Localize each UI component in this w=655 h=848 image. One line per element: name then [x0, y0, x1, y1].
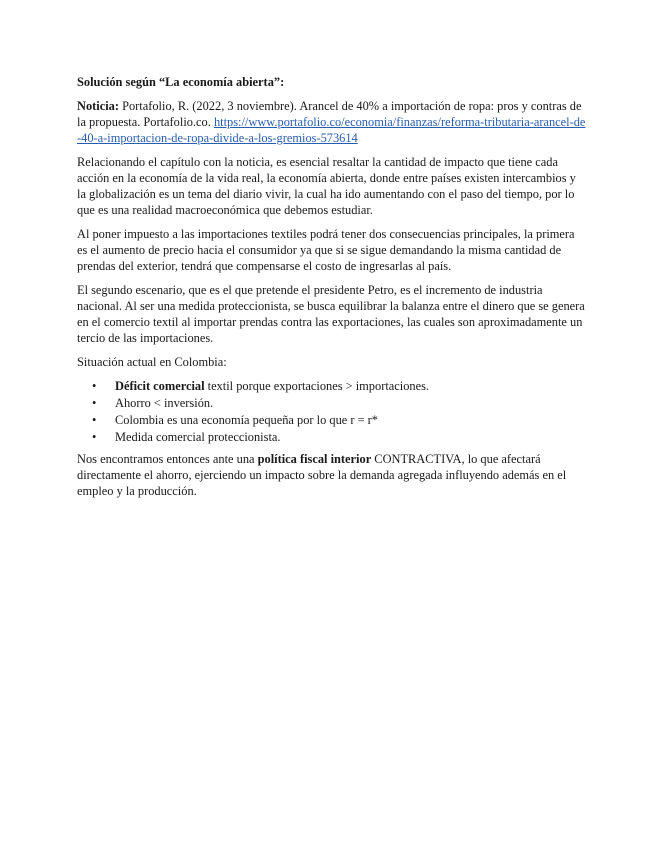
page-title: Solución según “La economía abierta”: — [77, 75, 285, 89]
list-item — [92, 395, 587, 411]
bullet-icon: • — [92, 413, 97, 427]
document-page — [77, 74, 587, 507]
paragraph-4: Situación actual en Colombia: — [77, 355, 227, 369]
list-item — [92, 429, 587, 445]
bullet-icon: • — [92, 379, 97, 393]
list-item-text: textil porque exportaciones > importaciones. — [204, 379, 430, 393]
bullet-list — [77, 378, 587, 445]
noticia-link[interactable]: https://www.portafolio.co/economia/finanzas/reforma-tributaria-arancel-de-40-a-importacion-de-ropa-divide-a-los-gremios-573614 — [77, 115, 586, 145]
list-item-bold: Déficit comercial — [115, 379, 205, 393]
conclusion-before: Nos encontramos entonces ante una — [77, 452, 258, 466]
conclusion-paragraph — [77, 451, 587, 499]
noticia-paragraph — [77, 98, 587, 146]
list-item — [92, 378, 587, 394]
list-item-text: Ahorro < inversión. — [115, 396, 214, 410]
list-item-text: Colombia es una economía pequeña por lo que r = r* — [115, 413, 378, 427]
conclusion-after: CONTRACTIVA, lo que afectará directamente el ahorro, ejerciendo un impacto sobre la demanda agregada influyendo además en el empleo y la producción. — [77, 452, 567, 498]
bullet-icon: • — [92, 396, 97, 410]
paragraph-3: El segundo escenario, que es el que pretende el presidente Petro, es el incremento de industria nacional. Al ser una medida proteccionista, se busca equilibrar la balanza entre el dinero que se genera en el comercio textil al importar prendas contra las exportaciones, las cuales son aproximadamente un tercio de las importaciones. — [77, 283, 585, 345]
bullet-icon: • — [92, 430, 97, 444]
list-item-text: Medida comercial proteccionista. — [115, 430, 281, 444]
noticia-label: Noticia: — [77, 99, 119, 113]
paragraph-2: Al poner impuesto a las importaciones textiles podrá tener dos consecuencias principales, la primera es el aumento de precio hacia el consumidor ya que si se sigue demandando la misma cantidad de prendas del exterior, tendrá que compensarse el costo de ingresarlas al país. — [77, 227, 575, 273]
list-item — [92, 412, 587, 428]
noticia-citation: Portafolio, R. (2022, 3 noviembre). Arancel de 40% a importación de ropa: pros y contras de la propuesta. Portafolio.co. — [77, 99, 582, 129]
paragraph-1: Relacionando el capítulo con la noticia, es esencial resaltar la cantidad de impacto que tiene cada acción en la economía de la vida real, la economía abierta, donde entre países existen intercambios y la globalización es un tema del diario vivir, la cual ha ido aumentando con el paso del tiempo, por lo que es una realidad macroeconómica que debemos estudiar. — [77, 155, 576, 217]
conclusion-bold: política fiscal interior — [257, 452, 372, 466]
